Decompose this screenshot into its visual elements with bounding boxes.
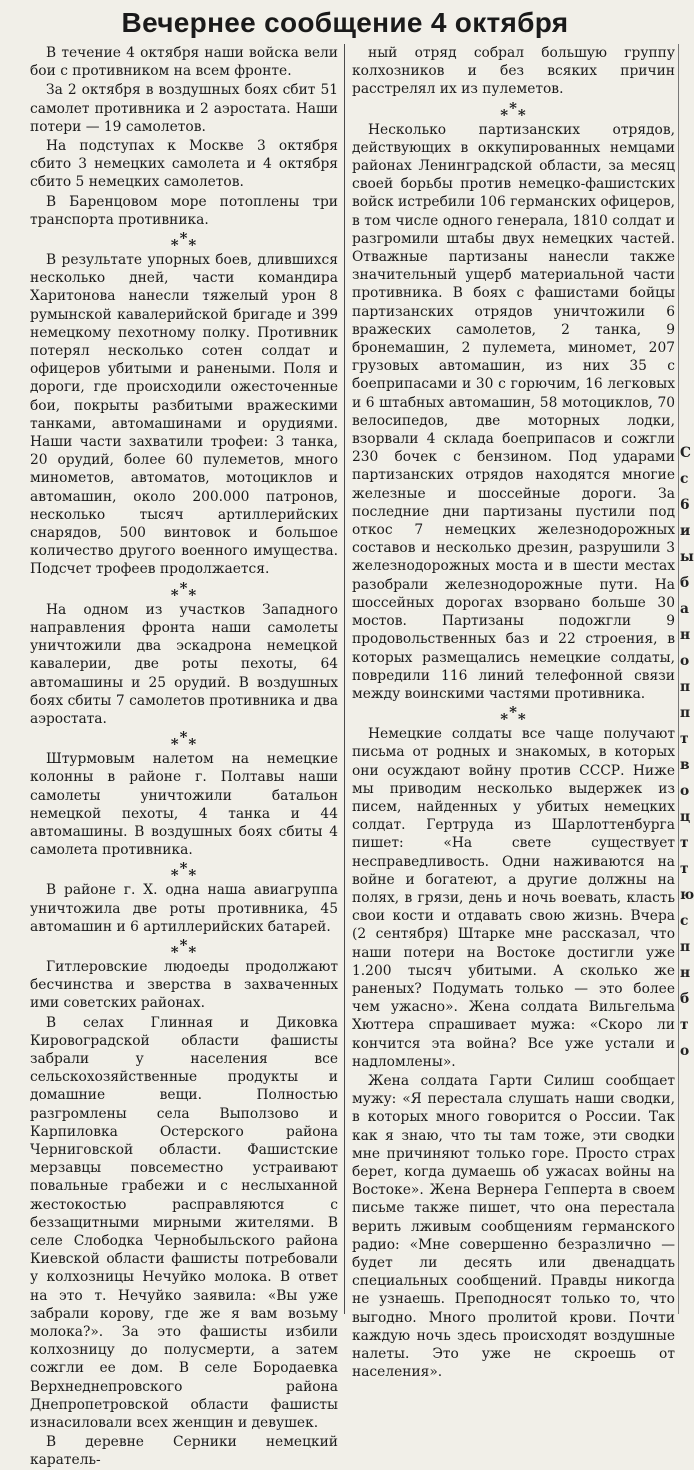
edge-letter: ц	[680, 809, 691, 825]
paragraph: В деревне Серники немецкий каратель-	[30, 1434, 338, 1469]
paragraph: Жена солдата Гарти Силиш сообщает мужу: «Я перестала слушать наши сводки, в которых много говорится о России. Так как я знаю, что ты там тоже, эти сводки мне причиняют только горе. Просто страх берет, когда думаешь об ужасах войны на Востоке». Жена Вернера Гепперта в своем письме также пишет, что она перестала верить лживым сообщениям германского радио: «Мне совершенно безразлично — будет ли десять или двенадцать специальных сообщений. Правды никогда не узнаешь. Преподносят только то, что выгодно. Много пролитой крови. Почти каждую ночь здесь происходят воздушные налеты. Это уже не скроешь от населения».	[352, 1072, 675, 1381]
edge-letter: ю	[680, 887, 694, 903]
edge-letter: т	[680, 835, 689, 851]
paragraph: В селах Глинная и Диковка Кировоградской области фашисты забрали у населения все сельскохозяйственные продукты и домашние вещи. Полностью разгромлены села Выползово и Карпиловка Остерского района Черниговской области. Фашистские мерзавцы повсеместно устраивают повальные грабежи и с неслыханной жестокостью расправляются с беззащитными мирными жителями. В селе Слободка Чернобыльского района Киевской области фашисты потребовали у колхозницы Нечуйко молока. В ответ на это т. Нечуйко заявила: «Вы уже забрали корову, где же я вам возьму молока?». За это фашисты избили колхозницу до полусмерти, а затем сожгли ее дом. В селе Бородаевка Верхнеднепровского района Днепропетровской области фашисты изнасиловали всех женщин и девушек.	[30, 1014, 338, 1432]
section-separator: ***	[170, 578, 198, 604]
edge-letter: п	[680, 705, 691, 721]
edge-letter: т	[680, 861, 689, 877]
edge-letter: с	[680, 471, 689, 487]
paragraph: ный отряд собрал большую группу колхозников и без всяких причин расстрелял их из пулеметов.	[352, 45, 675, 98]
edge-letter: н	[680, 627, 691, 643]
edge-letter: б	[680, 991, 690, 1007]
paragraph: Штурмовым налетом на немецкие колонны в районе г. Полтавы наши самолеты уничтожили батальон немецкой пехоты, 4 танка и 44 автомашины. В воздушных боях сбиты 4 самолета противника.	[30, 751, 338, 859]
section-separator: ***	[500, 703, 527, 729]
edge-divider	[678, 44, 679, 1314]
edge-letter: С	[680, 445, 691, 461]
paragraph: В течение 4 октября наши войска вели бои с противником на всем фронте.	[30, 45, 338, 80]
paragraph: За 2 октября в воздушных боях сбит 51 самолет противника и 2 аэростата. Наши потери — 19 самолетов.	[30, 82, 338, 135]
edge-letter: о	[680, 1043, 690, 1059]
article-title: Вечернее сообщение 4 октября	[121, 7, 569, 38]
edge-letter: 6	[680, 497, 690, 513]
edge-letter: п	[680, 939, 691, 955]
edge-letter: с	[680, 913, 689, 929]
edge-letter: и	[680, 523, 691, 539]
paragraph: На одном из участков Западного направления фронта наши самолеты уничтожили два эскадрона немецкой кавалерии, две роты пехоты, 64 автомашины и 25 орудий. В воздушных боях сбиты 7 самолетов противника и два аэростата.	[30, 601, 338, 727]
edge-letter: т	[680, 1017, 689, 1033]
paragraph: В Баренцовом море потоплены три транспорта противника.	[30, 193, 338, 228]
paragraph: Несколько партизанских отрядов, действующих в оккупированных немцами районах Ленинградской области, за месяц своей борьбы против немецко-фашистских войск истребили 106 германских офицеров, в том числе одного генерала, 1810 солдат и разгромили штабы двух немецких частей. Отважные партизаны нанесли также значительный ущерб материальной части противника. В боях с фашистами бойцы партизанских отрядов уничтожили 6 вражеских самолетов, 2 танка, 9 бронемашин, 2 пулемета, миномет, 207 грузовых автомашин, из них 35 с боеприпасами и 30 с горючим, 16 легковых и 6 штабных автомашин, 58 мотоциклов, 70 велосипедов, две моторных лодки, взорвали 4 склада боеприпасов и сожгли 230 бочек с бензином. Под ударами партизанских отрядов находятся многие железные и шоссейные дороги. За последние дни партизаны пустили под откос 7 немецких железнодорожных составов и несколько дрезин, разрушили 3 железнодорожных моста и в шести местах разобрали железнодорожные пути. На шоссейных дорогах взорвано больше 30 мостов. Партизаны подожгли 9 продовольственных баз и 22 строения, в которых размещались немецкие солдаты, повредили 116 линий телефонной связи между воинскими частями противника.	[352, 121, 675, 702]
edge-letter: о	[680, 653, 690, 669]
edge-letter: т	[680, 731, 689, 747]
column-divider	[344, 44, 345, 1314]
section-separator: ***	[170, 229, 198, 255]
paragraph: Немецкие солдаты все чаще получают письма от родных и знакомых, в которых они осуждают войну против СССР. Ниже мы приводим несколько выдержек из писем, найденных у убитых немецких солдат. Гертруда из Шарлоттенбурга пишет: «На свете существует несправедливость. Одни наживаются на войне и богатеют, а другие должны на полях, в грязи, день и ночь воевать, класть свои кости и отдавать свою жизнь. Вчера (2 сентября) Штарке мне рассказал, что наши потери на Востоке достигли уже 1.200 тысяч убитыми. А сколько же раненых? Подумать только — это более чем ужасно». Жена солдата Вильгельма Хюттера спрашивает мужа: «Скоро ли кончится эта война? Все уже устали и надломлены».	[352, 726, 675, 1070]
right-column	[352, 44, 675, 1381]
edge-letter: а	[680, 601, 689, 617]
paragraph: В районе г. Х. одна наша авиагруппа уничтожила две роты противника, 45 автомашин и 6 артиллерийских батарей.	[30, 882, 338, 935]
edge-letter: ы	[680, 549, 694, 565]
edge-letter: б	[680, 575, 690, 591]
section-separator: ***	[170, 859, 198, 885]
section-separator: ***	[170, 728, 198, 754]
edge-letter: н	[680, 965, 691, 981]
edge-letter: п	[680, 679, 691, 695]
paragraph: На подступах к Москве 3 октября сбито 3 немецких самолета и 4 октября сбито 5 немецких самолетов.	[30, 138, 338, 191]
edge-letter: в	[680, 757, 690, 773]
paragraph: В результате упорных боев, длившихся несколько дней, части командира Харитонова нанесли тяжелый урон 8 румынской кавалерийской бригаде и 399 немецкому пехотному полку. Противник потерял несколько сотен солдат и офицеров убитыми и ранеными. Поля и дороги, где происходили ожесточенные бои, покрыты разбитыми вражескими танками, автомашинами и орудиями. Наши части захватили трофеи: 3 танка, 20 орудий, более 60 пулеметов, много минометов, автоматов, мотоциклов и автомашин, около 200.000 патронов, несколько тысяч артиллерийских снарядов, 500 винтовок и большое количество другого военного имущества. Подсчет трофеев продолжается.	[30, 252, 338, 578]
paragraph: Гитлеровские людоеды продолжают бесчинства и зверства в захваченных ими советских районах.	[30, 958, 338, 1012]
left-column	[30, 44, 338, 1470]
adjacent-column-fragment	[680, 440, 694, 1320]
section-separator: ***	[500, 98, 527, 124]
section-separator: ***	[170, 935, 198, 961]
edge-letter: о	[680, 783, 690, 799]
